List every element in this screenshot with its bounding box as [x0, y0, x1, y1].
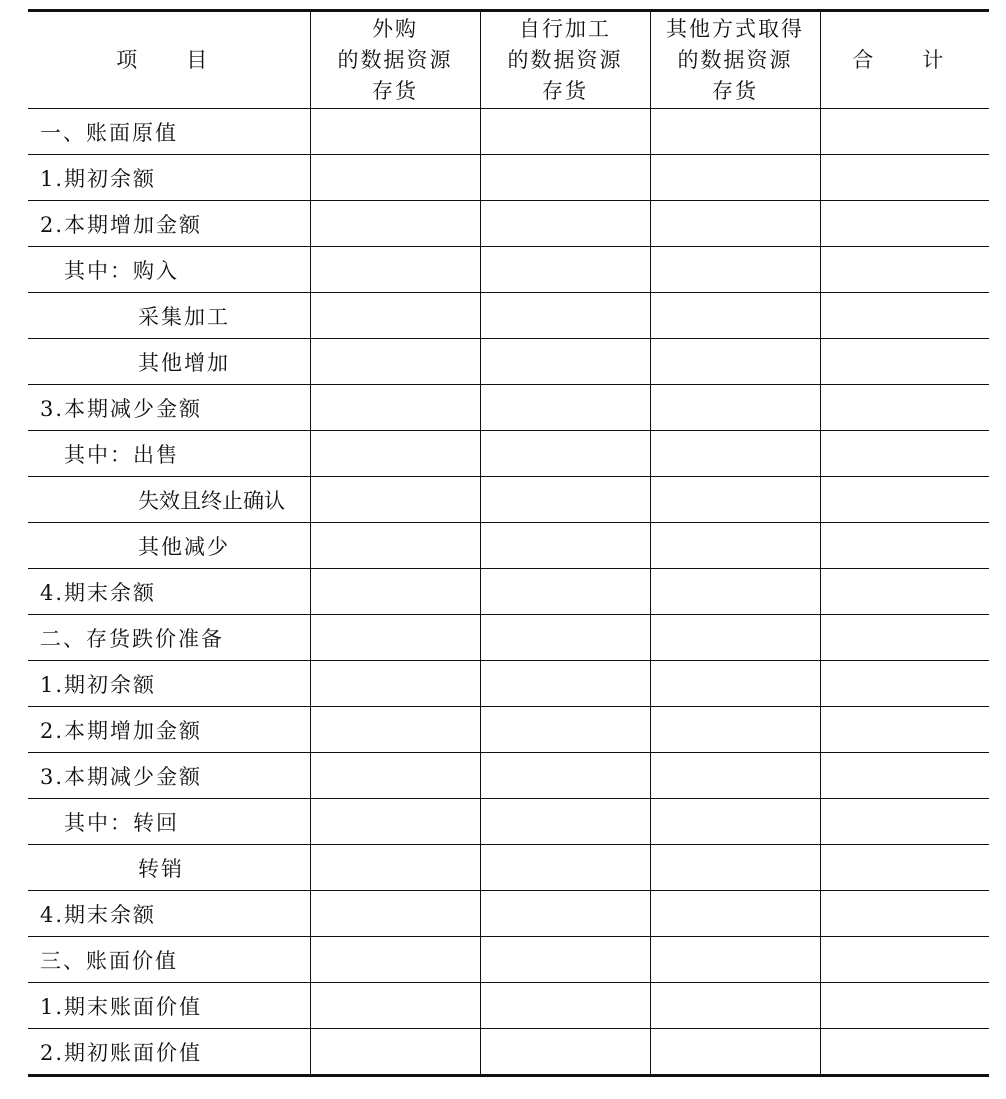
table-row	[28, 845, 989, 891]
row-label: 2.本期增加金额	[28, 201, 310, 247]
cell-self-processed	[480, 293, 650, 339]
cell-other-acquired	[650, 155, 820, 201]
row-label: 2.本期增加金额	[28, 707, 310, 753]
table-row	[28, 937, 989, 983]
cell-total	[820, 385, 989, 431]
cell-self-processed	[480, 753, 650, 799]
inventory-table	[28, 9, 989, 1077]
header-self-processed-line-3: 存货	[542, 78, 588, 103]
cell-total	[820, 431, 989, 477]
table-row	[28, 247, 989, 293]
cell-self-processed	[480, 247, 650, 293]
row-label: 1.期初余额	[28, 155, 310, 201]
cell-total	[820, 1029, 989, 1076]
cell-purchased	[310, 109, 480, 155]
cell-total	[820, 201, 989, 247]
row-label: 失效且终止确认	[28, 477, 310, 523]
table-row	[28, 201, 989, 247]
cell-total	[820, 339, 989, 385]
table-row	[28, 385, 989, 431]
cell-self-processed	[480, 615, 650, 661]
cell-self-processed	[480, 385, 650, 431]
cell-purchased	[310, 201, 480, 247]
cell-self-processed	[480, 983, 650, 1029]
cell-purchased	[310, 937, 480, 983]
cell-self-processed	[480, 431, 650, 477]
row-label: 3.本期减少金额	[28, 385, 310, 431]
header-purchased-line-2: 的数据资源	[337, 47, 453, 72]
table-row	[28, 707, 989, 753]
cell-total	[820, 937, 989, 983]
row-label: 二、存货跌价准备	[28, 615, 310, 661]
cell-purchased	[310, 753, 480, 799]
cell-purchased	[310, 155, 480, 201]
cell-other-acquired	[650, 109, 820, 155]
cell-purchased	[310, 523, 480, 569]
cell-total	[820, 293, 989, 339]
cell-other-acquired	[650, 201, 820, 247]
row-label: 其中：转回	[28, 799, 310, 845]
cell-total	[820, 569, 989, 615]
header-self-processed-line-2: 的数据资源	[507, 47, 623, 72]
cell-self-processed	[480, 339, 650, 385]
cell-other-acquired	[650, 569, 820, 615]
row-label: 4.期末余额	[28, 891, 310, 937]
cell-total	[820, 845, 989, 891]
cell-purchased	[310, 615, 480, 661]
header-purchased-line-1: 外购	[372, 16, 418, 41]
header-other-acquired-line-2: 的数据资源	[677, 47, 793, 72]
cell-purchased	[310, 385, 480, 431]
header-other-acquired-line-3: 存货	[712, 78, 758, 103]
cell-total	[820, 109, 989, 155]
cell-other-acquired	[650, 707, 820, 753]
row-label: 1.期初余额	[28, 661, 310, 707]
cell-purchased	[310, 845, 480, 891]
cell-total	[820, 661, 989, 707]
table-row	[28, 799, 989, 845]
table-row	[28, 615, 989, 661]
row-label: 1.期末账面价值	[28, 983, 310, 1029]
cell-other-acquired	[650, 385, 820, 431]
cell-purchased	[310, 983, 480, 1029]
table-row	[28, 293, 989, 339]
table-row	[28, 983, 989, 1029]
cell-self-processed	[480, 155, 650, 201]
table-body	[28, 109, 989, 1076]
cell-total	[820, 707, 989, 753]
cell-self-processed	[480, 845, 650, 891]
cell-total	[820, 247, 989, 293]
table-header	[28, 11, 989, 109]
cell-other-acquired	[650, 845, 820, 891]
row-label: 一、账面原值	[28, 109, 310, 155]
cell-self-processed	[480, 201, 650, 247]
table-row	[28, 431, 989, 477]
header-row	[28, 11, 989, 109]
table-row	[28, 477, 989, 523]
cell-other-acquired	[650, 431, 820, 477]
row-label: 4.期末余额	[28, 569, 310, 615]
cell-self-processed	[480, 109, 650, 155]
header-other-acquired	[650, 11, 820, 109]
cell-self-processed	[480, 661, 650, 707]
cell-self-processed	[480, 891, 650, 937]
cell-other-acquired	[650, 1029, 820, 1076]
table-row	[28, 109, 989, 155]
cell-purchased	[310, 707, 480, 753]
row-label: 其他减少	[28, 523, 310, 569]
table-row	[28, 661, 989, 707]
cell-total	[820, 615, 989, 661]
cell-self-processed	[480, 707, 650, 753]
cell-other-acquired	[650, 339, 820, 385]
cell-purchased	[310, 891, 480, 937]
cell-other-acquired	[650, 477, 820, 523]
table-row	[28, 753, 989, 799]
row-label: 其他增加	[28, 339, 310, 385]
row-label: 2.期初账面价值	[28, 1029, 310, 1076]
cell-self-processed	[480, 477, 650, 523]
cell-total	[820, 523, 989, 569]
cell-other-acquired	[650, 615, 820, 661]
row-label: 采集加工	[28, 293, 310, 339]
header-other-acquired-line-1: 其他方式取得	[666, 16, 804, 41]
table-row	[28, 155, 989, 201]
cell-purchased	[310, 293, 480, 339]
cell-self-processed	[480, 569, 650, 615]
table-row	[28, 1029, 989, 1076]
cell-purchased	[310, 799, 480, 845]
cell-purchased	[310, 247, 480, 293]
cell-other-acquired	[650, 523, 820, 569]
cell-total	[820, 799, 989, 845]
cell-self-processed	[480, 523, 650, 569]
cell-total	[820, 891, 989, 937]
cell-total	[820, 983, 989, 1029]
cell-other-acquired	[650, 293, 820, 339]
header-item: 项 目	[28, 11, 310, 109]
cell-purchased	[310, 569, 480, 615]
cell-other-acquired	[650, 661, 820, 707]
header-total: 合 计	[820, 11, 989, 109]
cell-purchased	[310, 1029, 480, 1076]
cell-purchased	[310, 339, 480, 385]
row-label: 3.本期减少金额	[28, 753, 310, 799]
cell-purchased	[310, 661, 480, 707]
cell-self-processed	[480, 937, 650, 983]
cell-other-acquired	[650, 937, 820, 983]
cell-self-processed	[480, 799, 650, 845]
cell-purchased	[310, 477, 480, 523]
table-row	[28, 523, 989, 569]
cell-total	[820, 753, 989, 799]
cell-total	[820, 477, 989, 523]
cell-other-acquired	[650, 753, 820, 799]
cell-total	[820, 155, 989, 201]
cell-other-acquired	[650, 799, 820, 845]
row-label: 转销	[28, 845, 310, 891]
table-row	[28, 569, 989, 615]
data-resource-inventory-table	[28, 9, 989, 1077]
table-row	[28, 891, 989, 937]
cell-other-acquired	[650, 983, 820, 1029]
row-label: 其中：出售	[28, 431, 310, 477]
header-self-processed-line-1: 自行加工	[519, 16, 611, 41]
row-label: 三、账面价值	[28, 937, 310, 983]
cell-purchased	[310, 431, 480, 477]
row-label: 其中：购入	[28, 247, 310, 293]
cell-other-acquired	[650, 247, 820, 293]
cell-self-processed	[480, 1029, 650, 1076]
header-purchased-line-3: 存货	[372, 78, 418, 103]
header-purchased	[310, 11, 480, 109]
table-row	[28, 339, 989, 385]
cell-other-acquired	[650, 891, 820, 937]
header-self-processed	[480, 11, 650, 109]
